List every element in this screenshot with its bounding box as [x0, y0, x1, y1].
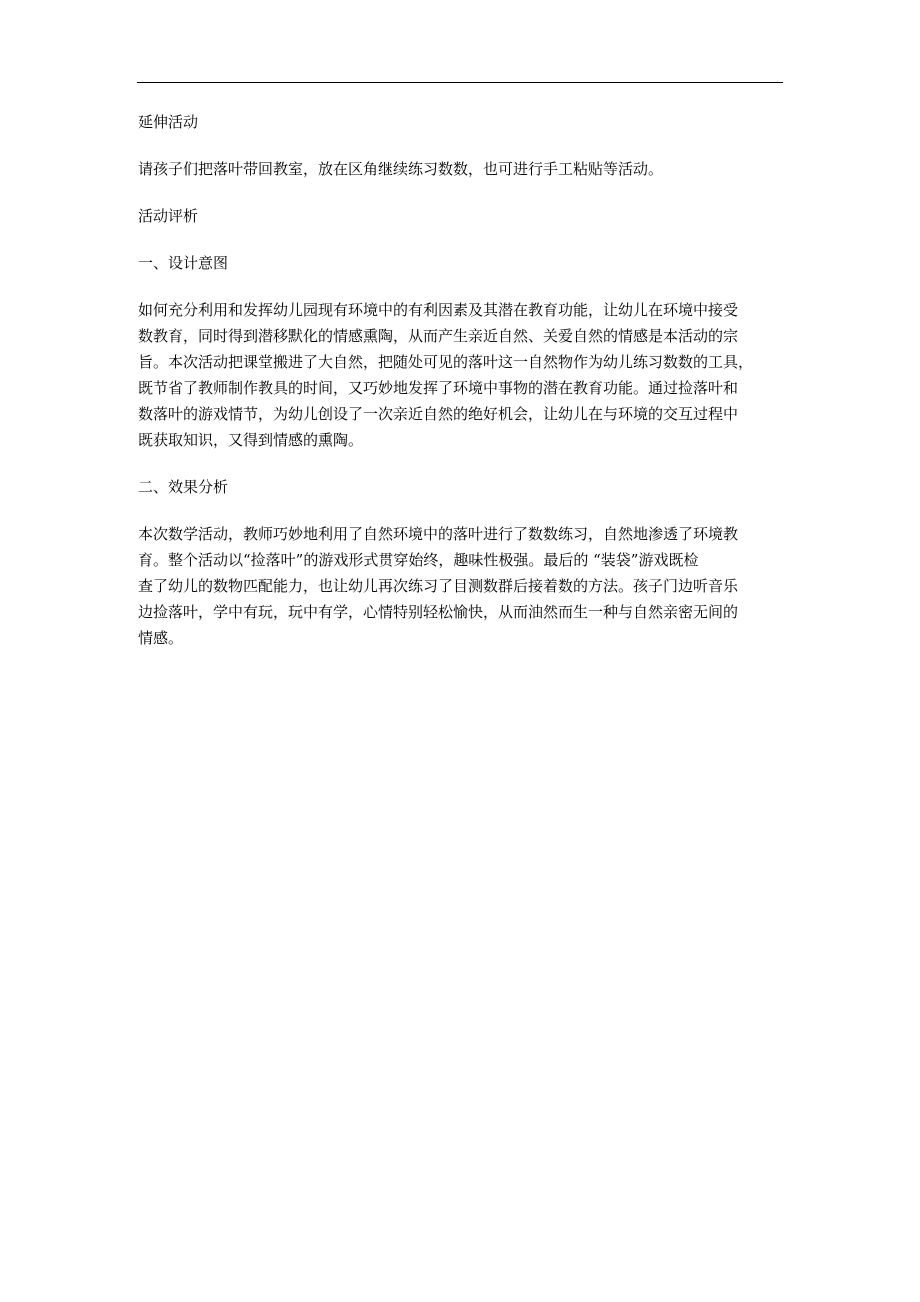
paragraph-line: 查了幼儿的数物匹配能力，也让幼儿再次练习了目测数群后接着数的方法。孩子门边听音乐: [138, 577, 739, 595]
paragraph-line: 既节省了教师制作教具的时间，又巧妙地发挥了环境中事物的潜在教育功能。通过捡落叶和: [138, 379, 739, 397]
section-heading-effect: 二、效果分析: [138, 478, 229, 496]
paragraph-line: 如何充分利用和发挥幼儿园现有环境中的有利因素及其潜在教育功能，让幼儿在环境中接受: [138, 301, 739, 319]
paragraph-effect: [138, 521, 784, 651]
paragraph-line: 情感。: [138, 629, 184, 647]
section-heading-evaluation: 活动评析: [138, 207, 199, 225]
paragraph-line: 既获取知识，又得到情感的熏陶。: [138, 431, 364, 449]
paragraph-line: 育。整个活动以“捡落叶”的游戏形式贯穿始终，趣味性极强。最后的 “装袋”游戏既检: [138, 551, 699, 569]
paragraph-line: 请孩子们把落叶带回教室，放在区角继续练习数数，也可进行手工粘贴等活动。: [138, 160, 664, 178]
document-body: [138, 109, 784, 651]
paragraph-line: 数教育，同时得到潜移默化的情感熏陶，从而产生亲近自然、关爱自然的情感是本活动的宗: [138, 327, 739, 345]
paragraph-design: [138, 297, 784, 453]
paragraph-line: 数落叶的游戏情节，为幼儿创设了一次亲近自然的绝好机会，让幼儿在与环境的交互过程中: [138, 405, 739, 423]
paragraph-line: 边捡落叶，学中有玩，玩中有学，心情特别轻松愉快，从而油然而生一种与自然亲密无间的: [138, 603, 739, 621]
paragraph-line: 旨。本次活动把课堂搬进了大自然，把随处可见的落叶这一自然物作为幼儿练习数数的工具，: [138, 353, 754, 371]
header-rule: [137, 82, 783, 83]
section-heading-design: 一、设计意图: [138, 254, 229, 272]
paragraph-line: 本次数学活动，教师巧妙地利用了自然环境中的落叶进行了数数练习，自然地渗透了环境教: [138, 525, 739, 543]
section-heading-extension: 延伸活动: [138, 113, 199, 131]
